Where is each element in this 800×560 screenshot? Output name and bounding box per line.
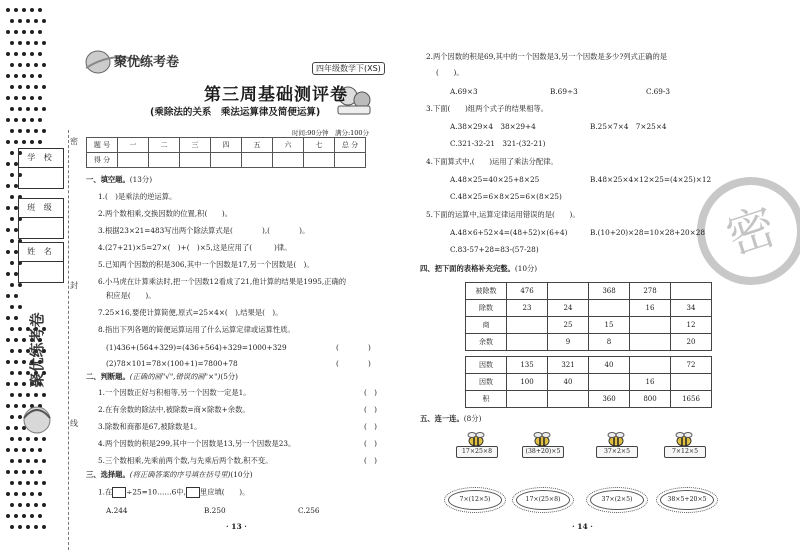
binding-hole — [18, 19, 22, 23]
binding-hole — [22, 52, 26, 56]
blank-cell[interactable] — [630, 334, 671, 351]
section-2-heading — [86, 372, 238, 382]
binding-hole — [26, 129, 30, 133]
binding-hole — [34, 107, 38, 111]
answer-paren[interactable]: ( ) — [336, 359, 371, 368]
score-input[interactable] — [180, 153, 211, 168]
option-c[interactable]: C.48×25=6×8×25=6×(8×25) — [450, 192, 562, 201]
binding-hole — [26, 525, 30, 529]
blank-cell[interactable] — [671, 374, 712, 391]
blank-cell[interactable] — [507, 334, 548, 351]
binding-hole — [14, 30, 18, 34]
option-c[interactable]: C.321-32-21 321-(32-21) — [450, 139, 546, 148]
binding-hole — [42, 19, 46, 23]
binding-hole — [6, 74, 10, 78]
binding-hole — [14, 470, 18, 474]
brand-logo-vertical — [14, 290, 60, 440]
binding-hole — [22, 8, 26, 12]
score-cell: 一 — [118, 138, 149, 153]
table-cell: 72 — [671, 357, 712, 374]
table-row — [466, 357, 712, 374]
binding-hole — [6, 492, 10, 496]
table-cell: 278 — [630, 283, 671, 300]
section-1-score: (13分) — [129, 175, 153, 184]
table-row — [466, 374, 712, 391]
binding-hole — [6, 448, 10, 452]
binding-hole — [6, 140, 10, 144]
table-cell: 25 — [548, 317, 589, 334]
section-2-note: (正确的画"√",错误的画"×") — [129, 372, 221, 381]
table-row — [466, 283, 712, 300]
binding-hole — [26, 481, 30, 485]
binding-hole — [14, 118, 18, 122]
question[interactable]: 2.两个数相乘,交换因数的位置,积( )。 — [98, 209, 233, 218]
table-cell: 9 — [548, 334, 589, 351]
binding-hole — [34, 85, 38, 89]
bee-expression: 17×25×8 — [456, 446, 498, 458]
binding-hole — [30, 96, 34, 100]
table-row — [466, 300, 712, 317]
binding-hole — [38, 30, 42, 34]
page-title: 第三周基础测评卷 — [204, 85, 348, 105]
table-cell: 800 — [630, 391, 671, 408]
binding-hole — [26, 503, 30, 507]
binding-hole — [26, 41, 30, 45]
section-1-title: 一、填空题。 — [86, 175, 130, 184]
question[interactable]: 1.( )是乘法的逆运算。 — [98, 192, 177, 201]
score-cell: 二 — [149, 138, 180, 153]
binding-hole — [30, 30, 34, 34]
question: 5.下面的运算中,运算定律运用错误的是( )。 — [426, 210, 580, 219]
binding-hole — [10, 283, 14, 287]
table-cell: 360 — [589, 391, 630, 408]
question: 8.指出下列各题的简便运算运用了什么运算定律或运算性质。 — [98, 325, 295, 334]
question: 2.在有余数的除法中,被除数=商×除数+余数。 — [98, 405, 250, 414]
binding-hole — [30, 74, 34, 78]
question: 4.两个因数的积是299,其中一个因数是13,另一个因数是23。 — [98, 439, 296, 448]
binding-hole — [6, 426, 10, 430]
bee-card[interactable] — [456, 432, 496, 455]
seal-mark-xian: 线 — [70, 419, 78, 428]
question: 5.三个数相乘,先乘前两个数,与先乘后两个数,积不变。 — [98, 456, 273, 465]
binding-hole — [38, 140, 42, 144]
score-input[interactable] — [242, 153, 273, 168]
binding-hole — [10, 481, 14, 485]
binding-hole — [42, 459, 46, 463]
table-cell: 24 — [548, 300, 589, 317]
binding-hole — [30, 8, 34, 12]
table-cell: 15 — [589, 317, 630, 334]
binding-hole — [38, 448, 42, 452]
binding-hole — [10, 525, 14, 529]
question-continued[interactable]: ( )。 — [436, 68, 464, 77]
binding-hole — [6, 272, 10, 276]
seal-line — [68, 130, 69, 550]
question-continued[interactable]: 积应是( )。 — [106, 291, 156, 300]
binding-hole — [10, 239, 14, 243]
binding-hole — [10, 151, 14, 155]
question[interactable]: 5.已知两个因数的积是306,其中一个因数是17,另一个因数是( )。 — [98, 260, 314, 269]
question: 2.两个因数的积是69,其中的一个因数是3,另一个因数是多少?列式正确的是 — [426, 52, 668, 61]
seal-mark-feng: 封 — [70, 281, 78, 290]
score-input[interactable] — [273, 153, 304, 168]
binding-hole — [6, 250, 10, 254]
binding-hole — [34, 459, 38, 463]
binding-hole — [26, 107, 30, 111]
binding-hole — [18, 63, 22, 67]
binding-hole — [30, 470, 34, 474]
binding-hole — [10, 173, 14, 177]
question[interactable]: 6.小马虎在计算乘法时,把一个因数12看成了21,他计算的结果是1995,正确的 — [98, 277, 347, 286]
judge-paren[interactable]: ( ) — [364, 456, 377, 465]
binding-hole — [26, 85, 30, 89]
score-value-row — [87, 153, 366, 168]
table-cell: 16 — [630, 374, 671, 391]
table-cell: 8 — [589, 334, 630, 351]
score-input[interactable] — [211, 153, 242, 168]
seal-mark-mi: 密 — [70, 137, 78, 146]
cloud-expression[interactable]: 17×(25×8) — [516, 490, 570, 510]
question[interactable]: 3.根据23×21=483写出两个除法算式是( ),( )。 — [98, 226, 310, 235]
binding-hole — [6, 338, 10, 342]
blank-cell[interactable] — [548, 391, 589, 408]
binding-hole — [10, 195, 14, 199]
binding-hole — [30, 52, 34, 56]
binding-hole — [38, 8, 42, 12]
binding-hole — [30, 448, 34, 452]
binding-hole — [42, 107, 46, 111]
section-3-score: (10分) — [230, 470, 253, 479]
table-row-header: 因数 — [466, 357, 507, 374]
binding-hole — [38, 470, 42, 474]
binding-hole — [6, 514, 10, 518]
table-cell: 20 — [671, 334, 712, 351]
binding-hole — [10, 19, 14, 23]
section-2-score: (5分) — [220, 372, 238, 381]
binding-hole — [10, 107, 14, 111]
score-header-row — [87, 138, 366, 153]
table-row-header: 被除数 — [466, 283, 507, 300]
binding-hole — [6, 316, 10, 320]
binding-hole — [42, 85, 46, 89]
table-row — [466, 391, 712, 408]
option-a[interactable]: A.48×6+52×4=(48+52)×(6+4) — [450, 228, 568, 237]
blank-box[interactable] — [186, 487, 200, 498]
grade-badge: 四年级数学下(XS) — [312, 62, 385, 75]
binding-hole — [6, 8, 10, 12]
section-4-score: (10分) — [514, 264, 538, 273]
bee-expression: 37×2×5 — [596, 446, 638, 458]
binding-hole — [22, 492, 26, 496]
binding-hole — [6, 382, 10, 386]
brand-logo — [84, 46, 204, 76]
bee-card[interactable] — [596, 432, 636, 455]
blank-cell[interactable] — [630, 317, 671, 334]
binding-hole — [22, 470, 26, 474]
option-a[interactable]: A.69×3 — [450, 87, 478, 96]
binding-hole — [18, 85, 22, 89]
binding-hole — [22, 140, 26, 144]
binding-hole — [6, 404, 10, 408]
option-c[interactable]: C.83-57+28=83-(57-28) — [450, 245, 539, 254]
blank-cell[interactable] — [671, 283, 712, 300]
score-cell: 得 分 — [87, 153, 118, 168]
judge-paren[interactable]: ( ) — [364, 439, 377, 448]
binding-hole — [6, 470, 10, 474]
binding-hole — [6, 52, 10, 56]
option-b[interactable]: B.69÷3 — [550, 87, 578, 96]
binding-hole — [14, 52, 18, 56]
table-row-header: 余数 — [466, 334, 507, 351]
binding-hole — [26, 459, 30, 463]
binding-hole — [14, 8, 18, 12]
blank-cell[interactable] — [589, 374, 630, 391]
cloud-expression[interactable]: 38×5+20×5 — [660, 490, 714, 510]
question: 3.下面( )组两个式子的结果相等。 — [426, 104, 549, 113]
binding-hole — [10, 63, 14, 67]
binding-hole — [34, 63, 38, 67]
score-table — [86, 137, 366, 168]
question: 1.一个因数正好与积相等,另一个因数一定是1。 — [98, 388, 251, 397]
blank-cell[interactable] — [507, 317, 548, 334]
score-cell: 题 号 — [87, 138, 118, 153]
table-cell: 476 — [507, 283, 548, 300]
option-a[interactable]: A.38×29×4 38×29+4 — [450, 122, 536, 131]
table-cell: 23 — [507, 300, 548, 317]
table-row-header: 商 — [466, 317, 507, 334]
bee-expression: 7×12×5 — [664, 446, 706, 458]
binding-hole — [22, 118, 26, 122]
q3-1-middle: ÷25=10……6中, — [126, 487, 186, 497]
option-b[interactable]: B.48×25×4×12×25=(4×25)×12 — [590, 175, 712, 184]
school-label: 学 校 — [19, 149, 63, 168]
binding-hole — [38, 492, 42, 496]
binding-hole — [38, 52, 42, 56]
binding-hole — [18, 481, 22, 485]
score-cell: 五 — [242, 138, 273, 153]
table-cell: 16 — [630, 300, 671, 317]
brand-logo-text: 聚优练考卷 — [114, 55, 180, 70]
section-5-score: (8分) — [463, 414, 482, 423]
seal-watermark — [696, 176, 800, 286]
binding-hole — [14, 448, 18, 452]
binding-hole — [18, 525, 22, 529]
binding-hole — [10, 129, 14, 133]
option-a[interactable]: A.244 — [106, 506, 128, 515]
section-5-title: 五、连一连。 — [420, 414, 464, 423]
name-field[interactable] — [18, 242, 64, 283]
table-cell: 135 — [507, 357, 548, 374]
binding-hole — [34, 503, 38, 507]
q3-1-suffix: 里应填( )。 — [199, 487, 250, 497]
binding-hole — [42, 129, 46, 133]
question[interactable]: 4.(27+21)×5=27×( )+( )×5,这是应用了( )律。 — [98, 243, 292, 252]
binding-hole — [18, 107, 22, 111]
binding-hole — [26, 63, 30, 67]
bee-card[interactable] — [664, 432, 704, 455]
section-3-title: 三、选择题。 — [86, 470, 130, 479]
multiplication-table — [465, 356, 712, 408]
score-cell: 六 — [273, 138, 304, 153]
section-1-heading — [86, 175, 152, 185]
binding-hole — [22, 30, 26, 34]
binding-hole — [10, 217, 14, 221]
time-score-info: 时间:90分钟 满分:100分 — [292, 129, 370, 137]
section-4-heading — [420, 264, 537, 274]
binding-hole — [42, 525, 46, 529]
option-b[interactable]: B.(10+20)×28=10×28+20×28 — [590, 228, 706, 237]
binding-hole — [18, 129, 22, 133]
seal-watermark-text: 密 — [719, 197, 783, 266]
table-row — [466, 334, 712, 351]
binding-hole — [34, 129, 38, 133]
blank-cell[interactable] — [548, 283, 589, 300]
binding-hole — [34, 525, 38, 529]
binding-hole — [22, 448, 26, 452]
option-a[interactable]: A.48×25=40×25+8×25 — [450, 175, 540, 184]
division-table — [465, 282, 712, 351]
binding-hole — [14, 74, 18, 78]
option-c[interactable]: C.256 — [298, 506, 320, 515]
binding-hole — [6, 118, 10, 122]
binding-hole — [18, 41, 22, 45]
binding-hole — [6, 294, 10, 298]
binding-hole — [42, 503, 46, 507]
bee-expression: (38+20)×5 — [522, 446, 564, 458]
binding-hole — [22, 514, 26, 518]
score-input[interactable] — [335, 153, 366, 168]
binding-hole — [30, 492, 34, 496]
score-cell: 三 — [180, 138, 211, 153]
score-cell: 七 — [304, 138, 335, 153]
binding-hole — [14, 492, 18, 496]
binding-hole — [30, 140, 34, 144]
section-5-heading — [420, 414, 481, 424]
binding-hole — [10, 41, 14, 45]
section-3-note: (将正确答案的序号填在括号里) — [129, 470, 231, 479]
question — [98, 487, 249, 498]
answer-paren[interactable]: ( ) — [336, 343, 371, 352]
question-subitem: (1)436+(564+329)=(436+564)+329=1000+329 — [106, 343, 287, 352]
binding-hole — [34, 19, 38, 23]
section-2-title: 二、判断题。 — [86, 372, 130, 381]
blank-cell[interactable] — [630, 357, 671, 374]
table-cell: 40 — [589, 357, 630, 374]
binding-hole — [38, 514, 42, 518]
section-3-heading — [86, 470, 253, 480]
table-cell: 368 — [589, 283, 630, 300]
binding-hole — [10, 503, 14, 507]
binding-hole — [6, 30, 10, 34]
judge-paren[interactable]: ( ) — [364, 422, 377, 431]
option-b[interactable]: B.250 — [204, 506, 226, 515]
table-cell: 12 — [671, 317, 712, 334]
binding-hole — [6, 228, 10, 232]
option-c[interactable]: C.69-3 — [646, 87, 671, 96]
binding-hole — [34, 481, 38, 485]
binding-hole — [38, 118, 42, 122]
binding-hole — [6, 96, 10, 100]
school-field[interactable] — [18, 148, 64, 189]
binding-hole — [14, 96, 18, 100]
binding-hole — [30, 514, 34, 518]
table-cell: 321 — [548, 357, 589, 374]
score-input[interactable] — [149, 153, 180, 168]
binding-hole — [18, 503, 22, 507]
table-row — [466, 317, 712, 334]
page-number-left: · 13 · — [226, 522, 247, 531]
judge-paren[interactable]: ( ) — [364, 388, 377, 397]
binding-hole — [14, 514, 18, 518]
binding-hole — [22, 96, 26, 100]
binding-hole — [42, 41, 46, 45]
class-field[interactable] — [18, 198, 64, 239]
class-label: 班 级 — [19, 199, 63, 218]
cloud-expression[interactable]: 37×(2×5) — [590, 490, 644, 510]
binding-hole — [6, 184, 10, 188]
question: 3.除数和商都是67,被除数是1。 — [98, 422, 202, 431]
binding-hole — [42, 481, 46, 485]
score-input[interactable] — [118, 153, 149, 168]
question[interactable]: 7.25×16,要使计算简便,原式=25×4×( ),结果是( )。 — [98, 308, 283, 317]
blank-box[interactable] — [112, 487, 126, 498]
table-row-header: 积 — [466, 391, 507, 408]
option-b[interactable]: B.25×7×4 7×25×4 — [590, 122, 667, 131]
score-cell: 四 — [211, 138, 242, 153]
table-cell: 40 — [548, 374, 589, 391]
table-cell: 100 — [507, 374, 548, 391]
binding-hole — [42, 63, 46, 67]
binding-hole — [26, 19, 30, 23]
q3-1-prefix: 1.在 — [98, 487, 113, 497]
binding-hole — [10, 85, 14, 89]
name-label: 姓 名 — [19, 243, 63, 262]
blank-cell[interactable] — [589, 300, 630, 317]
binding-hole — [18, 459, 22, 463]
table-row-header: 因数 — [466, 374, 507, 391]
table-cell: 1656 — [671, 391, 712, 408]
blank-cell[interactable] — [507, 391, 548, 408]
cloud-expression[interactable]: 7×(12×5) — [448, 490, 502, 510]
question-subitem: (2)78×101=78×(100+1)=7800+78 — [106, 359, 238, 368]
table-row-header: 除数 — [466, 300, 507, 317]
binding-hole — [18, 283, 22, 287]
judge-paren[interactable]: ( ) — [364, 405, 377, 414]
binding-hole — [6, 162, 10, 166]
binding-hole — [14, 140, 18, 144]
page-number-right: · 14 · — [572, 522, 593, 531]
binding-hole — [34, 41, 38, 45]
binding-hole — [6, 360, 10, 364]
binding-hole — [38, 96, 42, 100]
bee-card[interactable] — [522, 432, 562, 455]
binding-hole — [30, 118, 34, 122]
score-cell: 总 分 — [335, 138, 366, 153]
table-cell: 34 — [671, 300, 712, 317]
brand-logo-vertical-text: 聚优练考卷 — [28, 312, 46, 388]
binding-hole — [10, 261, 14, 265]
score-input[interactable] — [304, 153, 335, 168]
binding-hole — [22, 74, 26, 78]
binding-hole — [38, 74, 42, 78]
section-4-title: 四、把下面的表格补充完整。 — [420, 264, 515, 273]
question: 4.下面算式中,( )运用了乘法分配律。 — [426, 157, 558, 166]
binding-hole — [10, 459, 14, 463]
page-subtitle: (乘除法的关系 乘法运算律及简便运算) — [150, 107, 321, 118]
binding-hole — [6, 206, 10, 210]
